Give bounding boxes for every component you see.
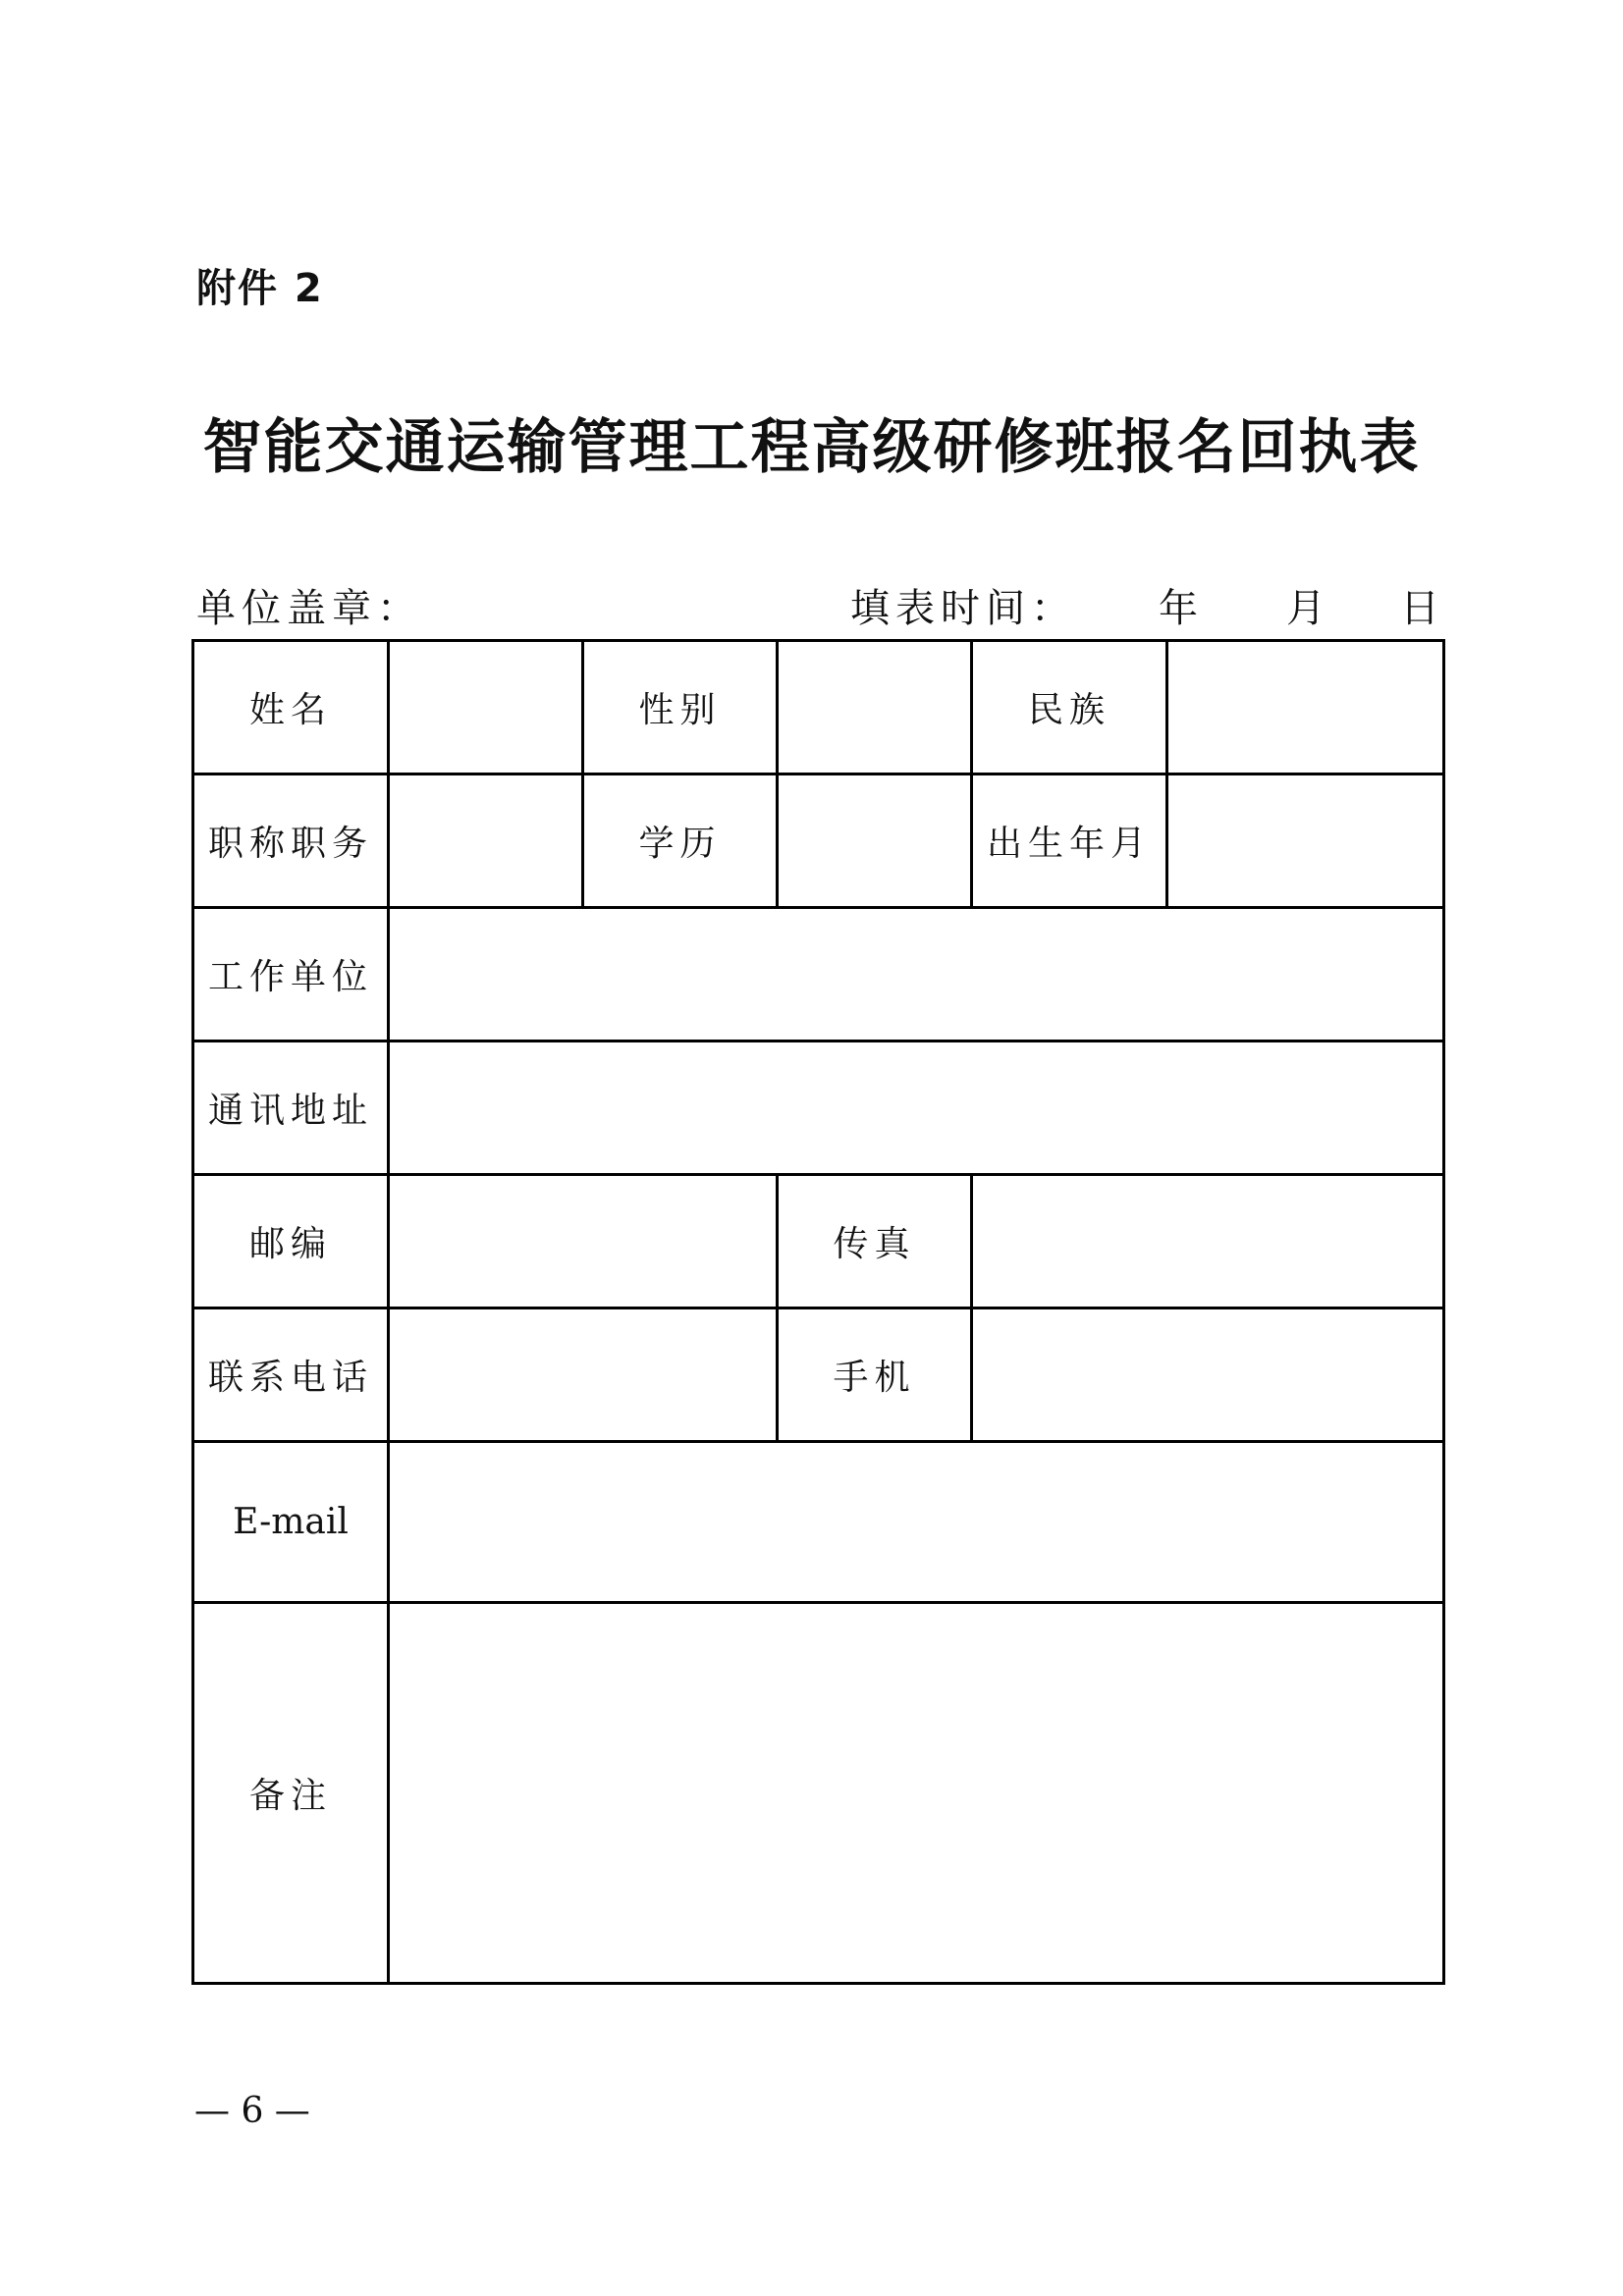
gender-field[interactable] [778, 641, 972, 774]
phone-field[interactable] [389, 1308, 778, 1442]
postcode-field[interactable] [389, 1175, 778, 1308]
page-title: 智能交通运输管理工程高级研修班报名回执表 [202, 413, 1421, 482]
unit-seal-label: 单位盖章： [196, 586, 422, 631]
email-label: E-mail [193, 1442, 389, 1603]
year-label: 年 [1159, 586, 1198, 631]
title-position-field[interactable] [389, 774, 583, 908]
mobile-field[interactable] [972, 1308, 1444, 1442]
gender-label: 性别 [583, 641, 778, 774]
table-row [193, 641, 1444, 774]
fill-time-label: 填表时间： [850, 586, 1076, 631]
table-row [193, 1308, 1444, 1442]
title-position-label: 职称职务 [193, 774, 389, 908]
name-field[interactable] [389, 641, 583, 774]
table-row [193, 1442, 1444, 1603]
remarks-field[interactable] [389, 1603, 1444, 1984]
ethnicity-label: 民族 [972, 641, 1167, 774]
phone-label: 联系电话 [193, 1308, 389, 1442]
education-field[interactable] [778, 774, 972, 908]
day-label: 日 [1400, 586, 1439, 631]
table-row [193, 1041, 1444, 1175]
birth-label: 出生年月 [972, 774, 1167, 908]
work-unit-field[interactable] [389, 908, 1444, 1041]
month-label: 月 [1286, 586, 1325, 631]
remarks-label: 备注 [193, 1603, 389, 1984]
table-row [193, 774, 1444, 908]
page-number: — 6 — [194, 2091, 310, 2131]
attachment-label: 附件 2 [196, 266, 324, 311]
fax-label: 传真 [778, 1175, 972, 1308]
table-row [193, 1175, 1444, 1308]
email-field[interactable] [389, 1442, 1444, 1603]
education-label: 学历 [583, 774, 778, 908]
name-label: 姓名 [193, 641, 389, 774]
mobile-label: 手机 [778, 1308, 972, 1442]
ethnicity-field[interactable] [1167, 641, 1444, 774]
table-row [193, 1603, 1444, 1984]
birth-field[interactable] [1167, 774, 1444, 908]
address-label: 通讯地址 [193, 1041, 389, 1175]
work-unit-label: 工作单位 [193, 908, 389, 1041]
table-row [193, 908, 1444, 1041]
address-field[interactable] [389, 1041, 1444, 1175]
postcode-label: 邮编 [193, 1175, 389, 1308]
registration-form-table [191, 639, 1445, 1985]
fax-field[interactable] [972, 1175, 1444, 1308]
